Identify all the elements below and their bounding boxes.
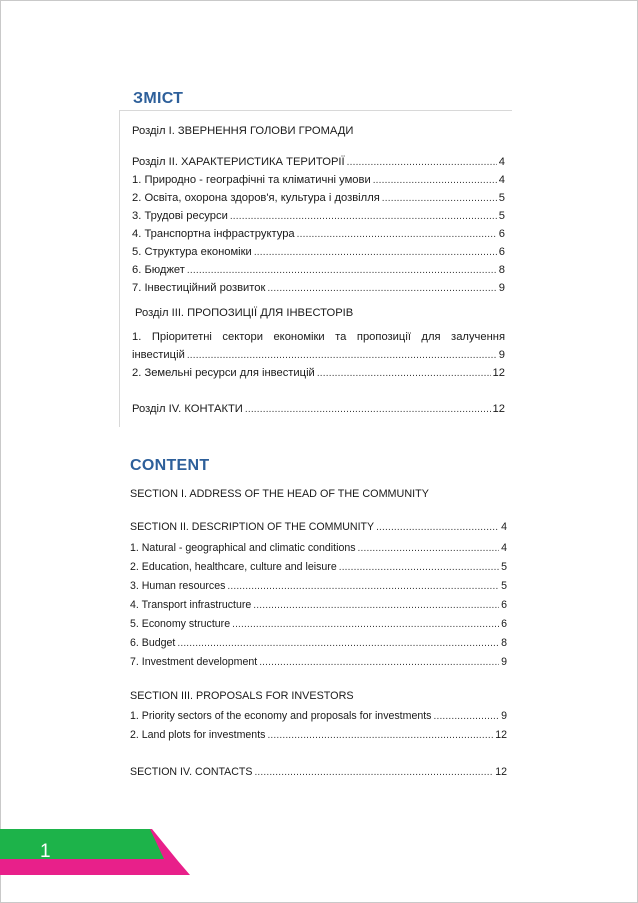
ua-item-2-4: 4. Транспортна інфраструктура ..... 6: [132, 227, 505, 242]
en-item-2-7: 7. Investment development ..... 9: [130, 655, 507, 670]
en-item-2-2: 2. Education, healthcare, culture and leisure ..... 5: [130, 560, 507, 575]
en-item-3-1: 1. Priority sectors of the economy and proposals for investments ..... 9: [130, 709, 507, 724]
ua-item-3-2: 2. Земельні ресурси для інвестицій ..... 12: [132, 366, 505, 381]
ua-item-2-7: 7. Інвестиційний розвиток ..... 9: [132, 281, 505, 296]
en-item-2-6: 6. Budget ..... 8: [130, 636, 507, 651]
ua-toc-heading: ЗМІСТ: [133, 90, 184, 107]
en-section-3: SECTION III. PROPOSALS FOR INVESTORS: [130, 690, 354, 702]
en-item-2-3: 3. Human resources ..... 5: [130, 579, 507, 594]
ua-item-3-1-line-1: 1. Пріоритетні сектори економіки та пропозиції для залучення: [132, 331, 505, 343]
ua-item-2-6: 6. Бюджет ..... 8: [132, 263, 505, 278]
en-item-3-2: 2. Land plots for investments ..... 12: [130, 728, 507, 743]
ua-item-2-1: 1. Природно - географічні та кліматичні умови ..... 4: [132, 173, 505, 188]
en-item-2-5: 5. Economy structure ..... 6: [130, 617, 507, 632]
ua-section-3: Розділ ІІІ. ПРОПОЗИЦІЇ ДЛЯ ІНВЕСТОРІВ: [135, 307, 354, 319]
ua-section-1: Розділ І. ЗВЕРНЕННЯ ГОЛОВИ ГРОМАДИ: [132, 125, 354, 137]
en-section-2: SECTION II. DESCRIPTION OF THE COMMUNITY ..... 4: [130, 520, 507, 535]
en-section-4: SECTION IV. CONTACTS ..... 12: [130, 765, 507, 780]
ua-section-2: Розділ ІІ. ХАРАКТЕРИСТИКА ТЕРИТОРІЇ ..... 4: [132, 155, 505, 170]
ua-item-2-3: 3. Трудові ресурси ..... 5: [132, 209, 505, 224]
ua-item-2-5: 5. Структура економіки ..... 6: [132, 245, 505, 260]
en-section-1: SECTION I. ADDRESS OF THE HEAD OF THE COMMUNITY: [130, 488, 429, 500]
ua-item-3-1-line-2: інвестицій ..... 9: [132, 348, 505, 363]
en-item-2-1: 1. Natural - geographical and climatic conditions ..... 4: [130, 541, 507, 556]
page-number-badge: [0, 829, 190, 875]
badge-green-shape: [0, 829, 164, 859]
en-toc-heading: CONTENT: [130, 457, 210, 474]
page-number: 1: [40, 841, 51, 862]
ua-item-2-2: 2. Освіта, охорона здоров'я, культура і дозвілля ..... 5: [132, 191, 505, 206]
ua-section-4: Розділ IV. КОНТАКТИ ..... 12: [132, 402, 505, 417]
en-item-2-4: 4. Transport infrastructure ..... 6: [130, 598, 507, 613]
